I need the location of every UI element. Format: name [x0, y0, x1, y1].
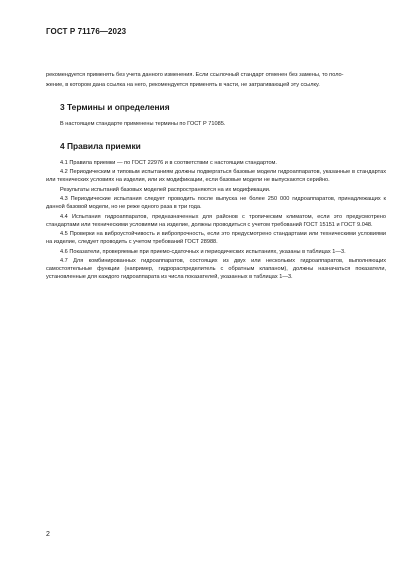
section-3-text: В настоящем стандарте применены термины по ГОСТ Р 71085.: [60, 120, 226, 127]
paragraph-4-6: 4.6 Показатели, проверяемые при приемо-сдаточных и периодических испытаниях, указаны в таблицах 1—3.: [60, 248, 346, 255]
paragraph-4-1: 4.1 Правила приемки — по ГОСТ 22976 и в соответствии с настоящим стандартом.: [60, 159, 277, 166]
section-3-heading: 3 Термины и определения: [60, 101, 170, 112]
intro-line-1: рекомендуется применять без учета данного изменения. Если ссылочный стандарт отменен без замены, то поло-: [46, 72, 344, 78]
intro-line-2: жение, в котором дана ссылка на него, рекомендуется применять в части, не затрагивающей эту ссылку.: [46, 81, 320, 88]
paragraph-4-4: 4.4 Испытания гидроаппаратов, предназначенных для районов с тропическим климатом, если это предусмотрено стандартами или техническими условиями на изделие, должны проводиться с учетом требований ГОСТ 15151 и ГОСТ 9.048.: [46, 213, 386, 228]
document-header: ГОСТ Р 71176—2023: [46, 27, 127, 36]
paragraph-4-2: 4.2 Периодическим и типовым испытаниям должны подвергаться базовые модели гидроаппаратов, указанные в стандартах или технических условиях на изделия, или их модификации, если базовые модели не выпускаются серийно.: [46, 169, 386, 183]
paragraph-4-5: 4.5 Проверки на виброустойчивость и вибропрочность, если это предусмотрено стандартами или техническими условиями на изделие, следует проводить с учетом требований ГОСТ 28988.: [46, 231, 386, 245]
section-4-heading: 4 Правила приемки: [60, 140, 141, 151]
paragraph-4-3: 4.3 Периодические испытания следует проводить после выпуска не более 250 000 гидроаппаратов, принадлежащих к данной базовой модели, но не реже одного раза в три года.: [46, 196, 386, 210]
paragraph-4-7: 4.7 Для комбинированных гидроаппаратов, состоящих из двух или нескольких гидроаппаратов, выполняющих самостоятельные функции (например, гидрораспределитель с обратным клапаном), должны назначаться показатели, установленные для каждого гидроаппарата из числа показателей, указанных в таблицах 1—3.: [46, 258, 386, 280]
document-body: [46, 71, 386, 283]
page-number: 2: [46, 531, 50, 538]
paragraph-4-2-results: Результаты испытаний базовых моделей распространяются на их модификации.: [60, 186, 271, 193]
